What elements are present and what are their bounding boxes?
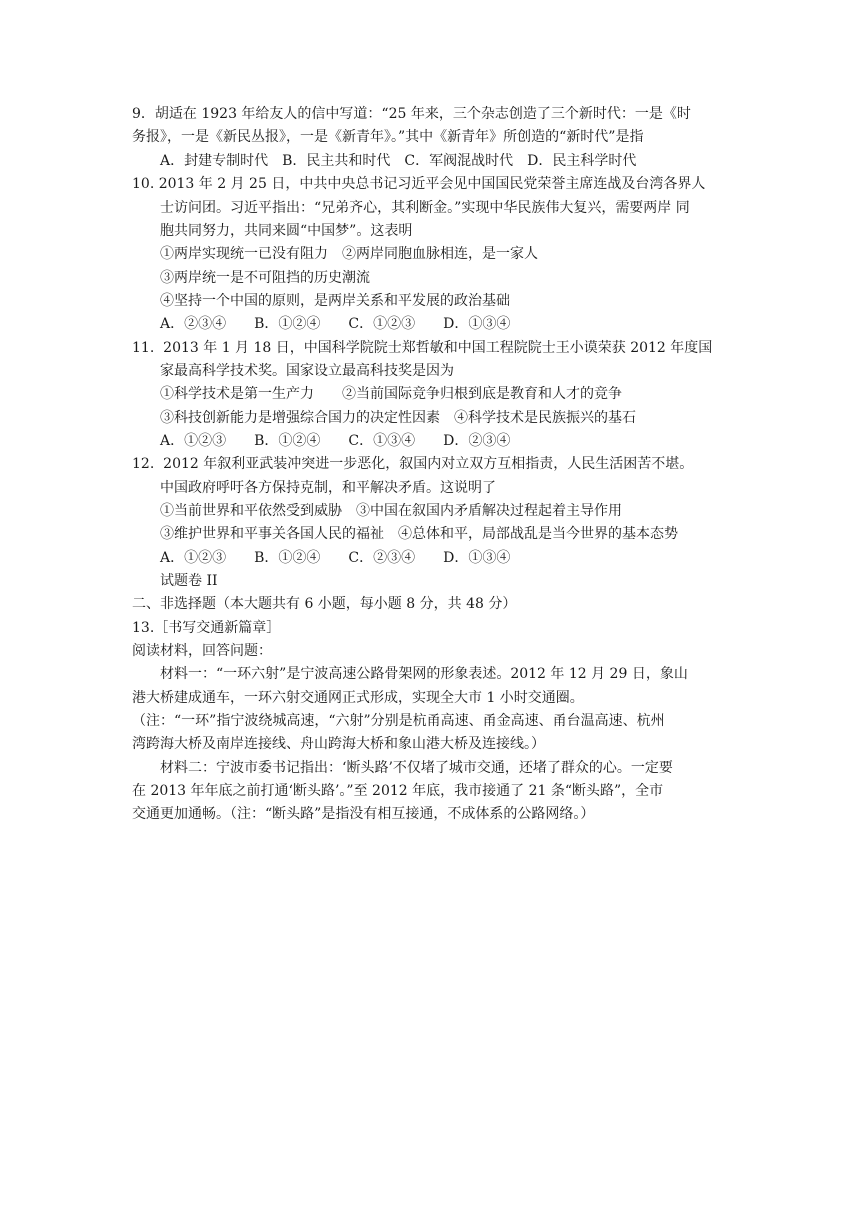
q12-item-line-2: ③维护世界和平事关各国人民的福祉 ④总体和平，局部战乱是当今世界的基本态势 (160, 526, 678, 542)
q10-item-line-1: ①两岸实现统一已没有阻力 ②两岸同胞血脉相连，是一家人 (160, 246, 538, 262)
q9-stem-line-2: 务报》，一是《新民丛报》，一是《新青年》。”其中《新青年》所创造的“新时代”是指 (132, 129, 644, 145)
q13-note-line-2: 湾跨海大桥及南岸连接线、舟山跨海大桥和象山港大桥及连接线。） (132, 736, 545, 752)
q13-material-1-line-1: 材料一：“一环六射”是宁波高速公路骨架网的形象表述。2012 年 12 月 29 日，象山 (160, 666, 688, 682)
q9-options: A．封建专制时代 B．民主共和时代 C．军阀混战时代 D．民主科学时代 (160, 153, 637, 169)
q13-material-2-line-3: 交通更加通畅。（注：“断头路”是指没有相互接通，不成体系的公路网络。） (132, 806, 595, 822)
q9-stem-line-1: 9．胡适在 1923 年给友人的信中写道：“25 年来，三个杂志创造了三个新时代：一是《时 (132, 106, 691, 122)
q10-item-line-3: ④坚持一个中国的原则，是两岸关系和平发展的政治基础 (160, 293, 510, 309)
q12-options: A．①②③ B．①②④ C．②③④ D．①③④ (160, 550, 511, 566)
q13-instruction: 阅读材料，回答问题： (132, 643, 272, 659)
q11-stem-line-1: 11. 2013 年 1 月 18 日，中国科学院院士郑哲敏和中国工程院院士王小谟荣获 2012 年度国 (132, 340, 713, 356)
q12-stem-line-1: 12. 2012 年叙利亚武装冲突进一步恶化，叙国内对立双方互相指责，人民生活困苦不堪。 (132, 456, 694, 472)
q12-stem-line-2: 中国政府呼吁各方保持克制，和平解决矛盾。这说明了 (160, 480, 496, 496)
q10-item-line-2: ③两岸统一是不可阻挡的历史潮流 (160, 270, 370, 286)
q13-title: 13.［书写交通新篇章］ (132, 620, 281, 636)
q11-item-line-2: ③科技创新能力是增强综合国力的决定性因素 ④科学技术是民族振兴的基石 (160, 410, 636, 426)
volume-title: 试题卷 II (160, 573, 218, 589)
q13-note-line-1: （注：“一环”指宁波绕城高速，“六射”分别是杭甬高速、甬金高速、甬台温高速、杭州 (132, 713, 665, 729)
q11-options: A．①②③ B．①②④ C．①③④ D．②③④ (160, 433, 511, 449)
part-title: 二、非选择题（本大题共有 6 小题，每小题 8 分，共 48 分） (132, 596, 517, 612)
q10-options: A．②③④ B．①②④ C．①②③ D．①③④ (160, 316, 511, 332)
q10-stem-line-3: 胞共同努力，共同来圆“中国梦”。这表明 (160, 223, 413, 239)
q13-material-2-line-2: 在 2013 年年底之前打通‘断头路’。”至 2012 年底，我市接通了 21 条“断头路”，全市 (132, 783, 664, 799)
q10-stem-line-2: 士访问团。习近平指出：“兄弟齐心，其利断金。”实现中华民族伟大复兴，需要两岸 同 (160, 200, 690, 216)
q12-item-line-1: ①当前世界和平依然受到威胁 ③中国在叙国内矛盾解决过程起着主导作用 (160, 503, 622, 519)
q13-material-1-line-2: 港大桥建成通车，一环六射交通网正式形成，实现全大市 1 小时交通圈。 (132, 690, 584, 706)
q11-item-line-1: ①科学技术是第一生产力 ②当前国际竞争归根到底是教育和人才的竞争 (160, 386, 622, 402)
q13-material-2-line-1: 材料二：宁波市委书记指出：‘断头路’不仅堵了城市交通，还堵了群众的心。一定要 (160, 760, 673, 776)
q10-stem-line-1: 10. 2013 年 2 月 25 日，中共中央总书记习近平会见中国国民党荣誉主席连战及台湾各界人 (132, 176, 706, 192)
q11-stem-line-2: 家最高科学技术奖。国家设立最高科技奖是因为 (160, 363, 454, 379)
